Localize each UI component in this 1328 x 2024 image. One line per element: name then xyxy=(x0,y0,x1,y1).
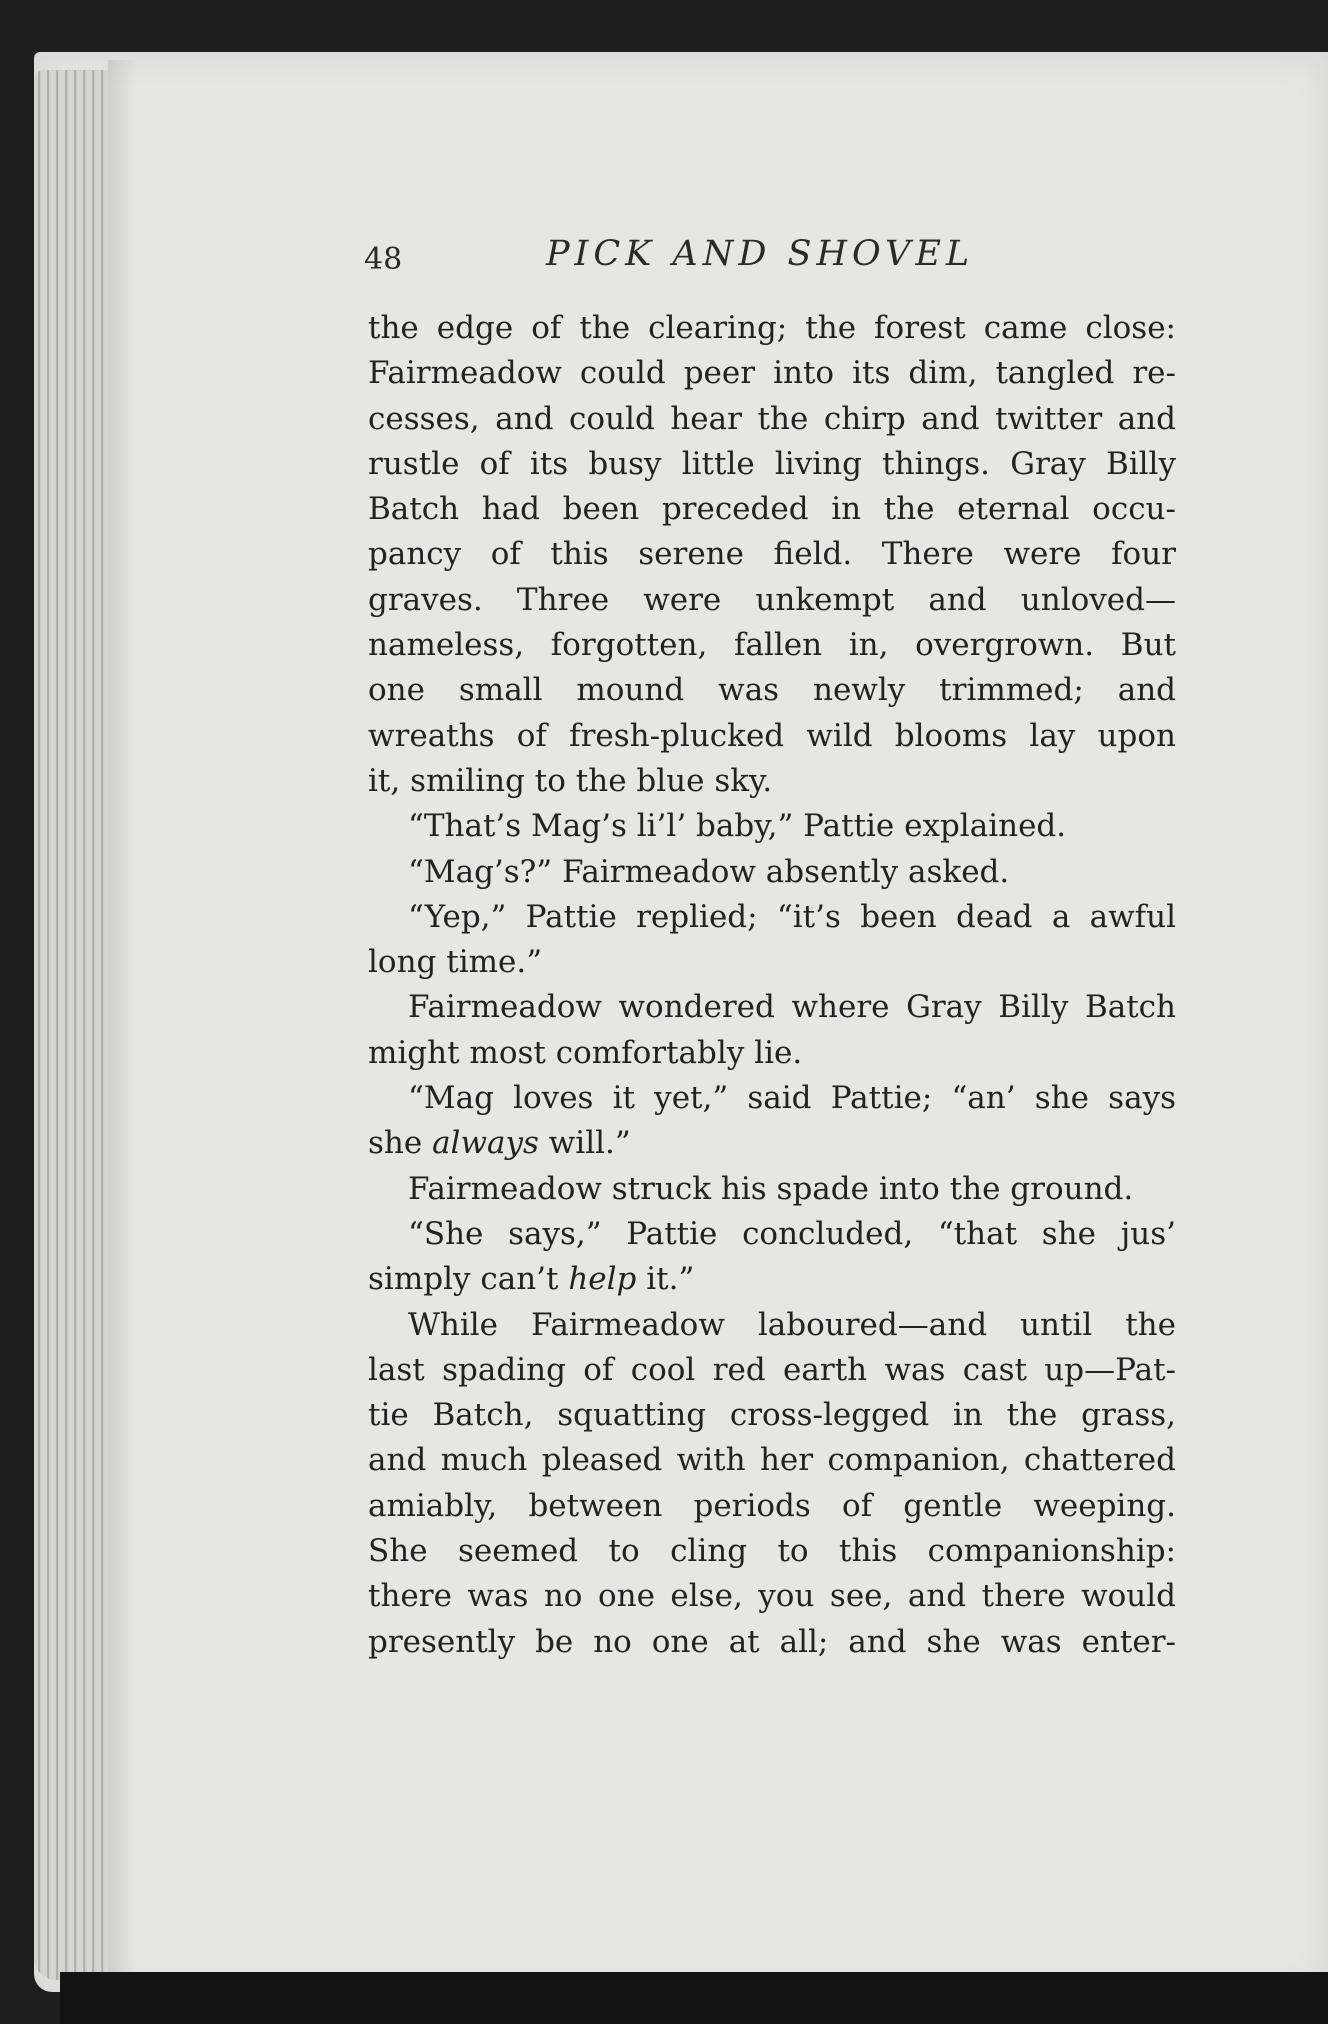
text-line: pancy of this serene field. There were four xyxy=(368,536,1176,573)
text-line: it, smiling to the blue sky. xyxy=(368,762,773,799)
text-fragment: simply can’t xyxy=(368,1261,569,1298)
text-fragment: she xyxy=(368,1125,433,1162)
text-line: Fairmeadow struck his spade into the ground. xyxy=(408,1170,1134,1207)
running-title: PICK AND SHOVEL xyxy=(546,234,975,274)
text-line: While Fairmeadow laboured—and until the xyxy=(408,1306,1176,1343)
text-line: there was no one else, you see, and there would xyxy=(368,1578,1176,1615)
text-line: rustle of its busy little living things. Gray Billy xyxy=(368,445,1176,482)
text-line: the edge of the clearing; the forest came close: xyxy=(368,310,1176,346)
italic-text: help xyxy=(568,1261,637,1298)
text-line: Fairmeadow wondered where Gray Billy Batch xyxy=(408,989,1176,1026)
text-line: “Yep,” Pattie replied; “it’s been dead a awful xyxy=(408,898,1176,935)
text-line: presently be no one at all; and she was enter- xyxy=(368,1623,1176,1660)
text-line: amiably, between periods of gentle weeping. xyxy=(368,1487,1176,1524)
text-line: one small mound was newly trimmed; and xyxy=(368,672,1176,709)
text-line: long time.” xyxy=(368,944,543,981)
text-line: might most comfortably lie. xyxy=(368,1034,803,1071)
text-line: She seemed to cling to this companionship: xyxy=(368,1533,1176,1570)
text-line xyxy=(368,1257,1176,1302)
scan-bottom-edge xyxy=(60,1972,1328,2024)
text-line: and much pleased with her companion, chattered xyxy=(368,1442,1176,1479)
text-line: graves. Three were unkempt and unloved— xyxy=(368,581,1176,618)
text-line: “She says,” Pattie concluded, “that she jus’ xyxy=(408,1215,1176,1252)
text-line: “That’s Mag’s li’l’ baby,” Pattie explained. xyxy=(408,808,1067,845)
text-line: nameless, forgotten, fallen in, overgrown. But xyxy=(368,627,1176,664)
text-line: “Mag loves it yet,” said Pattie; “an’ she says xyxy=(408,1080,1176,1117)
text-line: tie Batch, squatting cross-legged in the grass, xyxy=(368,1397,1176,1434)
text-line: last spading of cool red earth was cast up—Pat- xyxy=(368,1351,1176,1388)
body-text xyxy=(368,306,1176,1665)
text-fragment: will.” xyxy=(538,1125,631,1162)
page-edges xyxy=(34,70,108,1980)
text-line: Fairmeadow could peer into its dim, tangled re- xyxy=(368,355,1176,392)
running-header xyxy=(364,232,1004,292)
gutter-shadow xyxy=(108,60,136,1990)
text-fragment: it.” xyxy=(636,1261,695,1298)
text-line xyxy=(368,1121,1176,1166)
text-line: cesses, and could hear the chirp and twitter and xyxy=(368,400,1176,437)
text-line: Batch had been preceded in the eternal occu- xyxy=(368,491,1176,528)
text-line: “Mag’s?” Fairmeadow absently asked. xyxy=(408,853,1010,890)
italic-text: always xyxy=(432,1125,539,1162)
text-line: wreaths of fresh-plucked wild blooms lay upon xyxy=(368,717,1176,754)
page-number: 48 xyxy=(364,242,403,277)
